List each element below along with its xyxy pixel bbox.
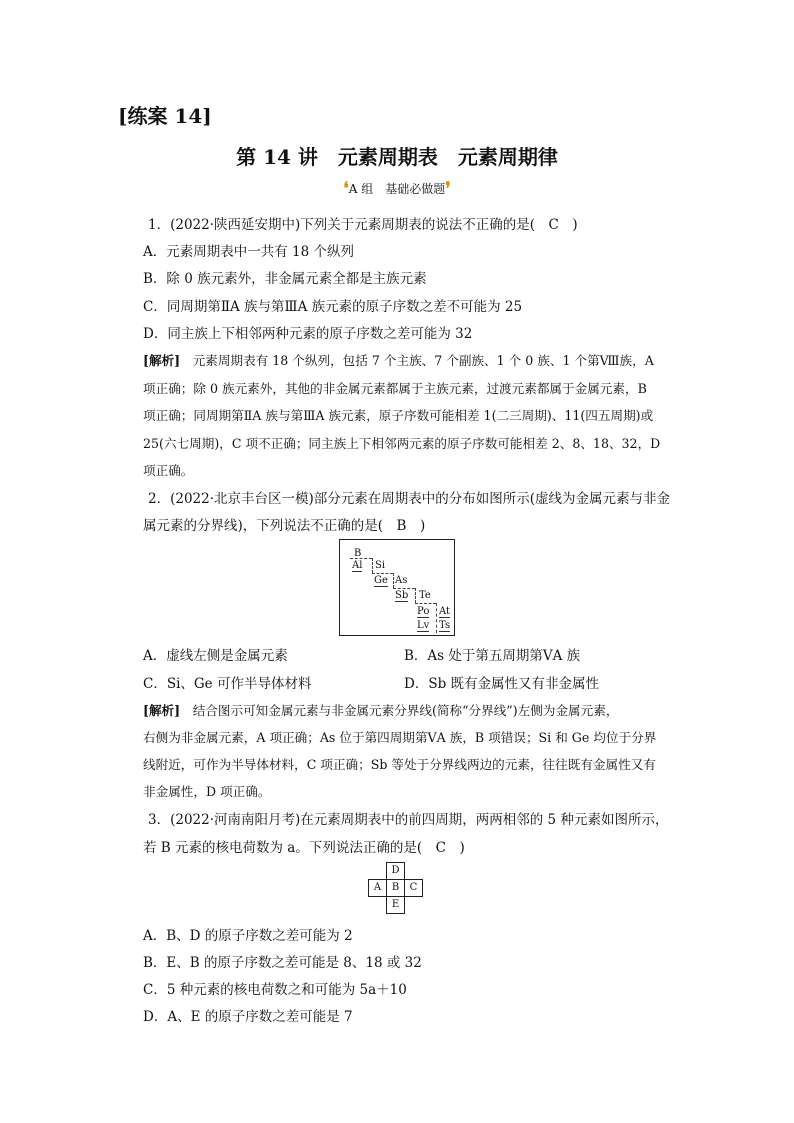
- q3-option-b: B．E、B 的原子序数之差可能是 8、18 或 32: [143, 955, 422, 971]
- open-quote-icon: ❛: [343, 179, 349, 199]
- q2-analysis-line: [解析] 结合图示可知金属元素与非金属元素分界线(简称“分界线”)左侧为金属元素，: [143, 703, 619, 718]
- section-banner-text: A 组 基础必做题: [348, 182, 446, 196]
- boundary-line: [372, 573, 393, 574]
- q2-stem-line: 2．(2022·北京丰台区一模)部分元素在周期表中的分布如图所示(虚线为金属元素与非金: [148, 491, 671, 507]
- q3-option-c: C．5 种元素的核电荷数之和可能为 5a＋10: [143, 982, 407, 998]
- section-banner: [0, 178, 794, 198]
- q3-option-d: D．A、E 的原子序数之差可能是 7: [143, 1009, 353, 1025]
- element-te: Te: [419, 590, 431, 601]
- q2-option-c: C．Si、Ge 可作半导体材料: [143, 676, 312, 692]
- q1-option-a: A．元素周期表中一共有 18 个纵列: [143, 244, 355, 260]
- q2-stem-line: 属元素的分界线)，下列说法不正确的是( B ): [143, 518, 426, 534]
- element-ts: Ts: [439, 620, 451, 631]
- q2-analysis-tag: [解析]: [143, 703, 181, 718]
- exercise-label: [练案 14]: [118, 104, 212, 128]
- q1-analysis-line: 25(六七周期)，C 项不正确；同主族上下相邻两元素的原子序数可能相差 2、8、18、32，D: [143, 436, 661, 451]
- page-title: 第 14 讲 元素周期表 元素周期律: [236, 145, 558, 169]
- q2-option-a: A．虚线左侧是金属元素: [143, 648, 288, 664]
- periodic-table-figure: [339, 539, 455, 636]
- boundary-line: [372, 558, 373, 573]
- cell-c: C: [404, 879, 423, 897]
- q3-option-a: A．B、D 的原子序数之差可能为 2: [143, 928, 353, 944]
- boundary-line: [436, 603, 437, 633]
- q2-analysis-line: 非金属性，D 项正确。: [143, 784, 271, 799]
- q2-analysis-line: 右侧为非金属元素，A 项正确；As 位于第四周期第ⅤA 族，B 项错误；Si 和 Ge 均位于分界: [143, 730, 657, 745]
- element-po: Po: [417, 606, 430, 617]
- element-as: As: [395, 575, 408, 586]
- q2-option-d: D．Sb 既有金属性又有非金属性: [404, 676, 600, 692]
- q1-analysis-line: 项正确；除 0 族元素外，其他的非金属元素都属于主族元素，过渡元素都属于金属元素，B: [143, 381, 647, 396]
- element-ge: Ge: [374, 575, 388, 586]
- cell-d: D: [386, 862, 405, 880]
- element-al: Al: [352, 560, 363, 571]
- q3-stem-line: 若 B 元素的核电荷数为 a。下列说法正确的是( C ): [143, 840, 465, 856]
- cell-a: A: [368, 879, 387, 897]
- q1-analysis-line: 项正确；同周期第ⅡA 族与第ⅢA 族元素，原子序数可能相差 1(二三周期)、11(四五周期)或: [143, 408, 654, 423]
- q3-stem-line: 3．(2022·河南南阳月考)在元素周期表中的前四周期，两两相邻的 5 种元素如图所示，: [148, 812, 669, 828]
- boundary-line: [393, 573, 394, 588]
- close-quote-icon: ❜: [445, 179, 451, 199]
- cell-e: E: [386, 896, 405, 914]
- q2-option-b: B．As 处于第五周期第ⅤA 族: [404, 648, 581, 664]
- element-b: B: [354, 548, 362, 559]
- boundary-line: [415, 603, 436, 604]
- element-at: At: [439, 606, 451, 617]
- q1-stem: 1．(2022·陕西延安期中)下列关于元素周期表的说法不正确的是( C ): [148, 217, 578, 233]
- element-sb: Sb: [395, 590, 409, 601]
- q1-analysis-line: [解析] 元素周期表有 18 个纵列，包括 7 个主族、7 个副族、1 个 0 族、1 个第Ⅷ族，A: [143, 353, 654, 368]
- boundary-line: [415, 588, 416, 603]
- boundary-line: [393, 588, 415, 589]
- element-lv: Lv: [417, 620, 430, 631]
- q1-analysis-line: 项正确。: [143, 463, 194, 478]
- q1-option-d: D．同主族上下相邻两种元素的原子序数之差可能为 32: [143, 326, 473, 342]
- boundary-line: [350, 558, 372, 559]
- cell-b: B: [386, 879, 405, 897]
- q1-option-c: C．同周期第ⅡA 族与第ⅢA 族元素的原子序数之差不可能为 25: [143, 299, 523, 315]
- q1-option-b: B．除 0 族元素外，非金属元素全都是主族元素: [143, 271, 427, 287]
- q1-analysis-tag: [解析]: [143, 353, 181, 368]
- element-si: Si: [375, 560, 386, 571]
- q2-analysis-line: 线附近，可作为半导体材料，C 项正确；Sb 等处于分界线两边的元素，往往既有金属性又有: [143, 757, 656, 772]
